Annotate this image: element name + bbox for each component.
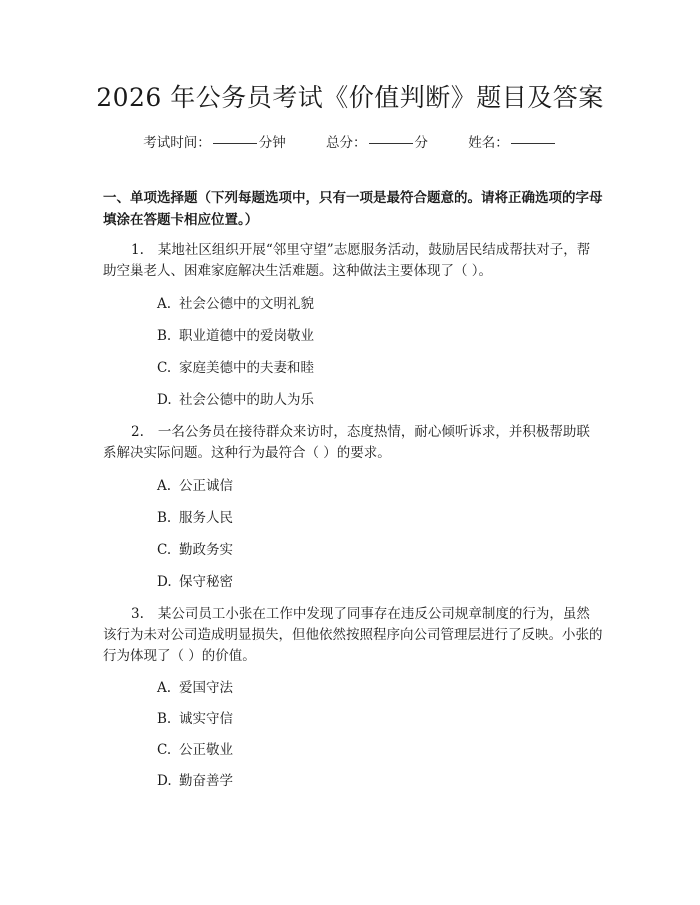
question-2 [103, 422, 603, 464]
option-letter: A. [157, 680, 172, 696]
option-1a [157, 294, 314, 314]
option-letter: D. [157, 773, 172, 789]
time-label: 考试时间： [143, 135, 211, 151]
option-2a [157, 476, 233, 496]
option-letter: A. [157, 296, 172, 312]
option-3a [157, 678, 233, 698]
question-3 [103, 604, 603, 667]
option-letter: B. [157, 711, 172, 727]
question-number: 2. [131, 424, 144, 440]
time-unit: 分钟 [258, 135, 286, 151]
option-text: 爱国守法 [179, 680, 233, 696]
option-2c [157, 540, 233, 560]
question-number: 3. [131, 606, 144, 622]
option-text: 保守秘密 [179, 574, 233, 590]
option-3b [157, 709, 233, 729]
option-text: 社会公德中的文明礼貌 [179, 296, 314, 312]
question-text: 一名公务员在接待群众来访时，态度热情，耐心倾听诉求，并积极帮助联系解决实际问题。这种行为最符合（ ）的要求。 [103, 424, 590, 461]
option-text: 服务人民 [179, 510, 233, 526]
option-letter: B. [157, 328, 172, 344]
exam-time [143, 135, 286, 151]
option-2b [157, 508, 233, 528]
question-text: 某地社区组织开展“邻里守望”志愿服务活动，鼓励居民结成帮扶对子，帮助空巢老人、困难家庭解决生活难题。这种做法主要体现了（ ）。 [103, 242, 591, 279]
option-text: 家庭美德中的夫妻和睦 [179, 360, 314, 376]
exam-meta [0, 131, 700, 151]
option-text: 勤政务实 [179, 542, 233, 558]
option-2d [157, 572, 233, 592]
option-text: 社会公德中的助人为乐 [179, 392, 314, 408]
question-text: 某公司员工小张在工作中发现了同事存在违反公司规章制度的行为，虽然该行为未对公司造成明显损失，但他依然按照程序向公司管理层进行了反映。小张的行为体现了（ ）的价值。 [103, 606, 603, 664]
question-1 [103, 240, 603, 282]
exam-name [468, 135, 557, 151]
score-blank [369, 143, 413, 144]
name-label: 姓名： [468, 135, 509, 151]
exam-score [326, 135, 428, 151]
option-1b [157, 326, 314, 346]
section-heading: 一、单项选择题（下列每题选项中，只有一项是最符合题意的。请将正确选项的字母填涂在答题卡相应位置。） [103, 190, 603, 228]
page-title: 2026 年公务员考试《价值判断》题目及答案 [96, 83, 604, 112]
option-letter: C. [157, 542, 172, 558]
option-3d [157, 771, 233, 791]
option-letter: D. [157, 574, 172, 590]
option-text: 诚实守信 [179, 711, 233, 727]
option-letter: B. [157, 510, 172, 526]
option-1c [157, 358, 314, 378]
option-text: 职业道德中的爱岗敬业 [179, 328, 314, 344]
option-text: 勤奋善学 [179, 773, 233, 789]
option-text: 公正诚信 [179, 478, 233, 494]
score-label: 总分： [326, 135, 367, 151]
score-unit: 分 [414, 135, 428, 151]
option-1d [157, 390, 314, 410]
option-letter: C. [157, 742, 172, 758]
option-letter: A. [157, 478, 172, 494]
option-text: 公正敬业 [179, 742, 233, 758]
option-3c [157, 740, 233, 760]
time-blank [213, 143, 257, 144]
option-letter: C. [157, 360, 172, 376]
option-letter: D. [157, 392, 172, 408]
question-number: 1. [131, 242, 144, 258]
name-blank [511, 143, 555, 144]
